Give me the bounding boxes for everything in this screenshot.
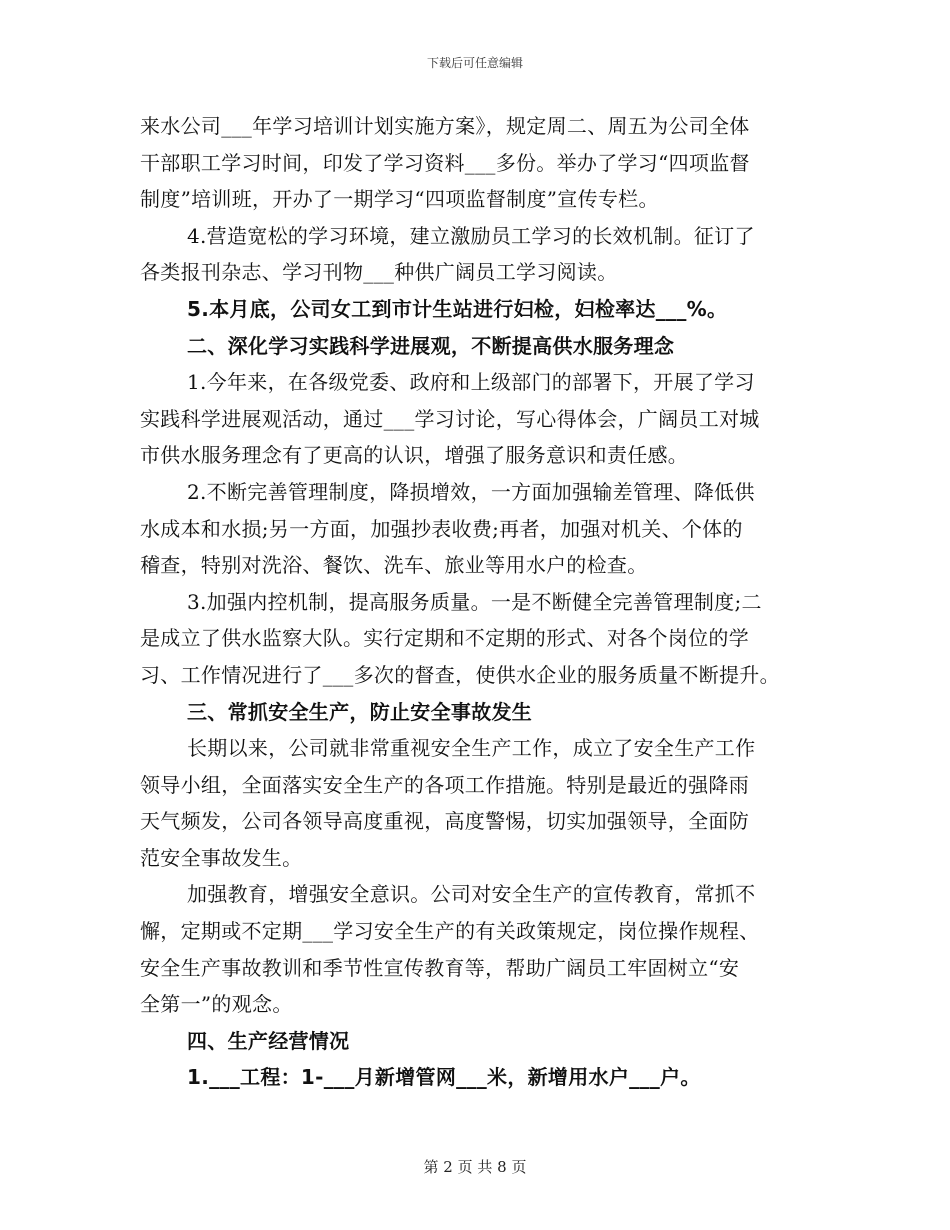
heading-line: 二、深化学习实践科学进展观，不断提高供水服务理念 — [187, 333, 675, 358]
heading-line: 5.本月底，公司女工到市计生站进行妇检，妇检率达___%。 — [187, 296, 728, 321]
page-header: 下载后可任意编辑 — [426, 56, 523, 70]
text-line: 2.不断完善管理制度，降损增效，一方面加强输差管理、降低供 — [187, 479, 755, 504]
text-line: 懈，定期或不定期___学习安全生产的有关政策规定，岗位操作规程、 — [140, 919, 760, 944]
page-number: 第 2 页 共 8 页 — [423, 1158, 527, 1176]
text-line: 1.今年来，在各级党委、政府和上级部门的部署下，开展了学习 — [187, 370, 755, 395]
text-line: 来水公司___年学习培训计划实施方案》，规定周二、周五为公司全体 — [140, 114, 750, 138]
text-line: 安全生产事故教训和季节性宣传教育等，帮助广阔员工牢固树立“安 — [140, 955, 740, 980]
heading-line: 1.___工程：1-___月新增管网___米，新增用水户___户。 — [187, 1065, 701, 1090]
text-line: 干部职工学习时间，印发了学习资料___多份。举办了学习“四项监督 — [140, 150, 750, 175]
document-body — [140, 108, 815, 1096]
text-line: 制度”培训班，开办了一期学习“四项监督制度”宣传专栏。 — [140, 187, 659, 212]
text-line: 4.营造宽松的学习环境，建立激励员工学习的长效机制。征订了 — [187, 223, 755, 248]
text-line: 习、工作情况进行了___多次的督查，使供水企业的服务质量不断提升。 — [140, 662, 780, 687]
text-line: 实践科学进展观活动，通过___学习讨论，写心得体会，广阔员工对城 — [140, 406, 760, 431]
text-line: 各类报刊杂志、学习刊物___种供广阔员工学习阅读。 — [140, 260, 618, 285]
text-line: 加强教育，增强安全意识。公司对安全生产的宣传教育，常抓不 — [187, 882, 756, 907]
text-line: 是成立了供水监察大队。实行定期和不定期的形式、对各个岗位的学 — [140, 626, 749, 651]
text-line: 长期以来，公司就非常重视安全生产工作，成立了安全生产工作 — [187, 736, 756, 761]
text-line: 全第一”的观念。 — [140, 992, 293, 1017]
text-line: 市供水服务理念有了更高的认识，增强了服务意识和责任感。 — [140, 443, 689, 468]
text-line: 水成本和水损;另一方面，加强抄表收费;再者，加强对机关、个体的 — [140, 516, 743, 541]
text-line: 3.加强内控机制，提高服务质量。一是不断健全完善管理制度;二 — [187, 589, 762, 614]
text-line: 领导小组，全面落实安全生产的各项工作措施。特别是最近的强降雨 — [140, 772, 749, 797]
text-line: 范安全事故发生。 — [140, 845, 303, 870]
heading-line: 三、常抓安全生产，防止安全事故发生 — [187, 699, 533, 724]
text-line: 天气频发，公司各领导高度重视，高度警惕，切实加强领导，全面防 — [140, 809, 749, 834]
text-line: 稽查，特别对洗浴、餐饮、洗车、旅业等用水户的检查。 — [140, 553, 648, 578]
heading-line: 四、生产经营情况 — [187, 1028, 350, 1053]
